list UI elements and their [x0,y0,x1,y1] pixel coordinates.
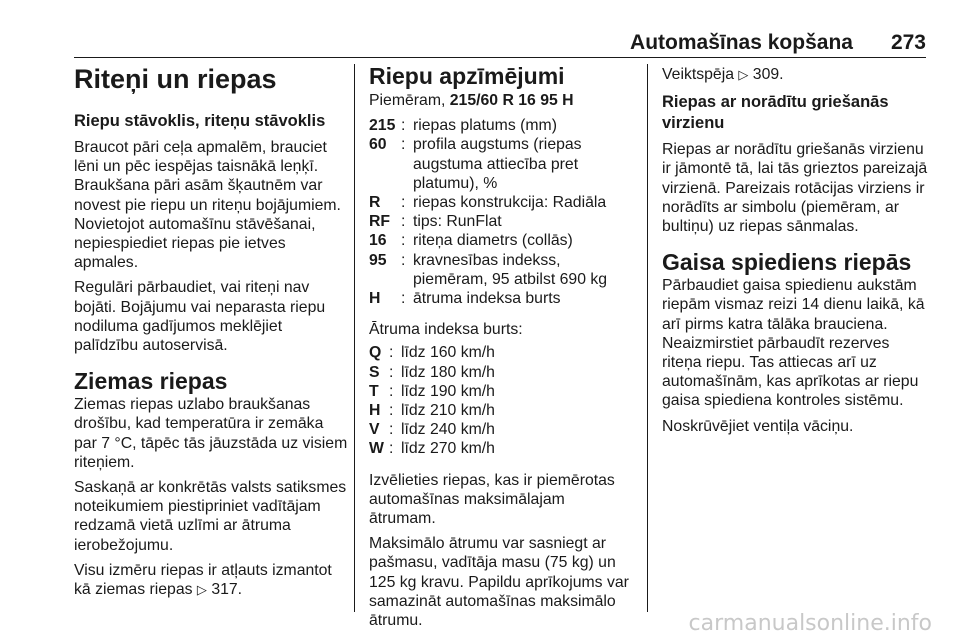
item-value: ātruma indeksa burts [413,290,561,308]
paragraph: Riepas ar norādītu griešanās virzienu ir jāmontē tā, lai tās grieztos pareizajā virzienā. Pareizais rotācijas virziens ir norādīts ar simbolu (piemēram, ar bultiņu) uz riepas sānmalas. [662,141,928,236]
item-value: līdz 180 km/h [401,363,495,381]
section-title-tyre-pressure: Gaisa spiediens riepās [662,249,912,276]
list-item [369,401,635,420]
column-1 [74,62,348,599]
item-key: S [369,363,380,381]
item-separator: : [401,213,406,231]
list-item [369,135,635,193]
list-item [369,212,635,231]
paragraph: Izvēlieties riepas, kas ir piemērotas automašīnas maksimālajam ātrumam. [369,471,615,528]
paragraph: Braucot pāri ceļa apmalēm, brauciet lēni un pēc iespējas taisnākā leņķī. Braukšana pāri asām šķautnēm var novest pie riepu un riteņu bojājumiem. Novietojot automašīnu stāvēšanai, nepiespiediet riepas pie ietves apmales. [74,139,341,272]
item-value: līdz 270 km/h [401,440,495,458]
subheading-tyre-condition: Riepu stāvoklis, riteņu stāvoklis [74,112,326,130]
reference-arrow-icon: ▷ [738,67,749,82]
item-key: H [369,290,381,308]
page-number: 273 [890,31,926,54]
page-link[interactable]: 317. [211,581,243,599]
paragraph: Noskrūvējiet ventiļa vāciņu. [662,417,854,435]
item-key: 16 [369,232,387,250]
speed-index-list [369,343,635,458]
item-separator: : [389,344,394,362]
item-separator: : [389,363,394,381]
column-3 [662,62,932,436]
list-item [369,439,635,458]
item-separator: : [401,136,406,154]
subheading-directional-tyres: Riepas ar norādītu griešanās virzienu [662,93,889,133]
ref-text: Veiktspēja [662,66,735,83]
item-value: profila augstums (riepas augstuma attiecība pret platumu), % [413,136,582,192]
section-title-wheels: Riteņi un riepas [74,64,277,94]
item-separator: : [389,440,394,458]
section-title-winter-tyres: Ziemas riepas [74,368,228,395]
item-key: W [369,440,384,458]
header-rule [74,57,926,58]
list-item [369,420,635,439]
item-value: riteņa diametrs (collās) [413,232,573,250]
list-item [369,343,635,362]
item-value: līdz 160 km/h [401,344,495,362]
item-key: 60 [369,136,387,154]
item-key: V [369,421,380,439]
example-line [369,91,635,110]
item-separator: : [401,251,406,269]
item-value: līdz 210 km/h [401,402,495,420]
item-separator: : [401,290,406,308]
column-divider-2 [647,64,648,612]
paragraph: Maksimālo ātrumu var sasniegt ar pašmasu, vadītāja masu (75 kg) un 125 kg kravu. Papildu aprīkojums var samazināt automašīnas maksimālo ātrumu. [369,535,629,630]
column-divider-1 [354,64,355,612]
item-value: līdz 190 km/h [401,382,495,400]
item-value: līdz 240 km/h [401,421,495,439]
list-item [369,116,635,135]
paragraph-text: Visu izmēru riepas ir atļauts izmantot kā ziemas riepas [74,561,332,599]
paragraph: Ziemas riepas uzlabo braukšanas drošību, kad temperatūra ir zemāka par 7 °C, tāpēc tās jāuzstāda uz visiem riteņiem. [74,396,348,471]
item-value: riepas platums (mm) [413,117,557,135]
section-title-tyre-designations: Riepu apzīmējumi [369,63,565,89]
page-header [74,30,926,56]
list-item [369,382,635,401]
designation-list [369,116,635,308]
item-key: H [369,402,381,420]
item-key: R [369,194,381,212]
paragraph: Pārbaudiet gaisa spiedienu aukstām riepām vismaz reizi 14 dienu laikā, kā arī pirms katra tālāka brauciena. Neaizmirstiet pārbaudīt rezerves riteņa riepu. Tas attiecas arī uz automašīnām, kas aprīkotas ar riepu gaisa spiediena kontroles sistēmu. [662,277,925,410]
reference-arrow-icon: ▷ [196,582,207,598]
list-item [369,193,635,212]
item-key: T [369,382,379,400]
list-item [369,289,635,308]
item-separator: : [389,421,394,439]
item-key: RF [369,213,391,231]
list-item [369,231,635,250]
header-title: Automašīnas kopšana [630,31,853,54]
item-value: riepas konstrukcija: Radiāla [413,194,607,212]
column-2 [369,62,635,630]
example-value: 215/60 R 16 95 H [449,92,574,109]
item-separator: : [389,382,394,400]
paragraph: Regulāri pārbaudiet, vai riteņi nav bojāti. Bojājumu vai neparasta riepu nodiluma gadījumos meklējiet palīdzību autoservisā. [74,279,326,355]
item-key: Q [369,344,382,362]
item-separator: : [401,194,406,212]
paragraph-with-ref [74,561,348,599]
item-separator: : [401,232,406,250]
watermark: carmanualsonline.info [688,611,932,636]
item-value: kravnesības indekss, piemēram, 95 atbilst 690 kg [413,251,608,288]
item-key: 215 [369,117,396,135]
performance-ref [662,65,932,84]
item-separator: : [389,402,394,420]
speed-index-title: Ātruma indeksa burts: [369,321,523,339]
paragraph: Saskaņā ar konkrētās valsts satiksmes noteikumiem piestipriniet vadītājam redzamā vietā uzlīmi ar ātruma ierobežojumu. [74,479,347,554]
page-link[interactable]: 309. [752,66,784,83]
list-item [369,363,635,382]
example-label: Piemēram, [369,92,450,109]
item-value: tips: RunFlat [413,213,502,231]
item-separator: : [401,117,406,135]
list-item [369,251,635,289]
item-key: 95 [369,251,387,269]
